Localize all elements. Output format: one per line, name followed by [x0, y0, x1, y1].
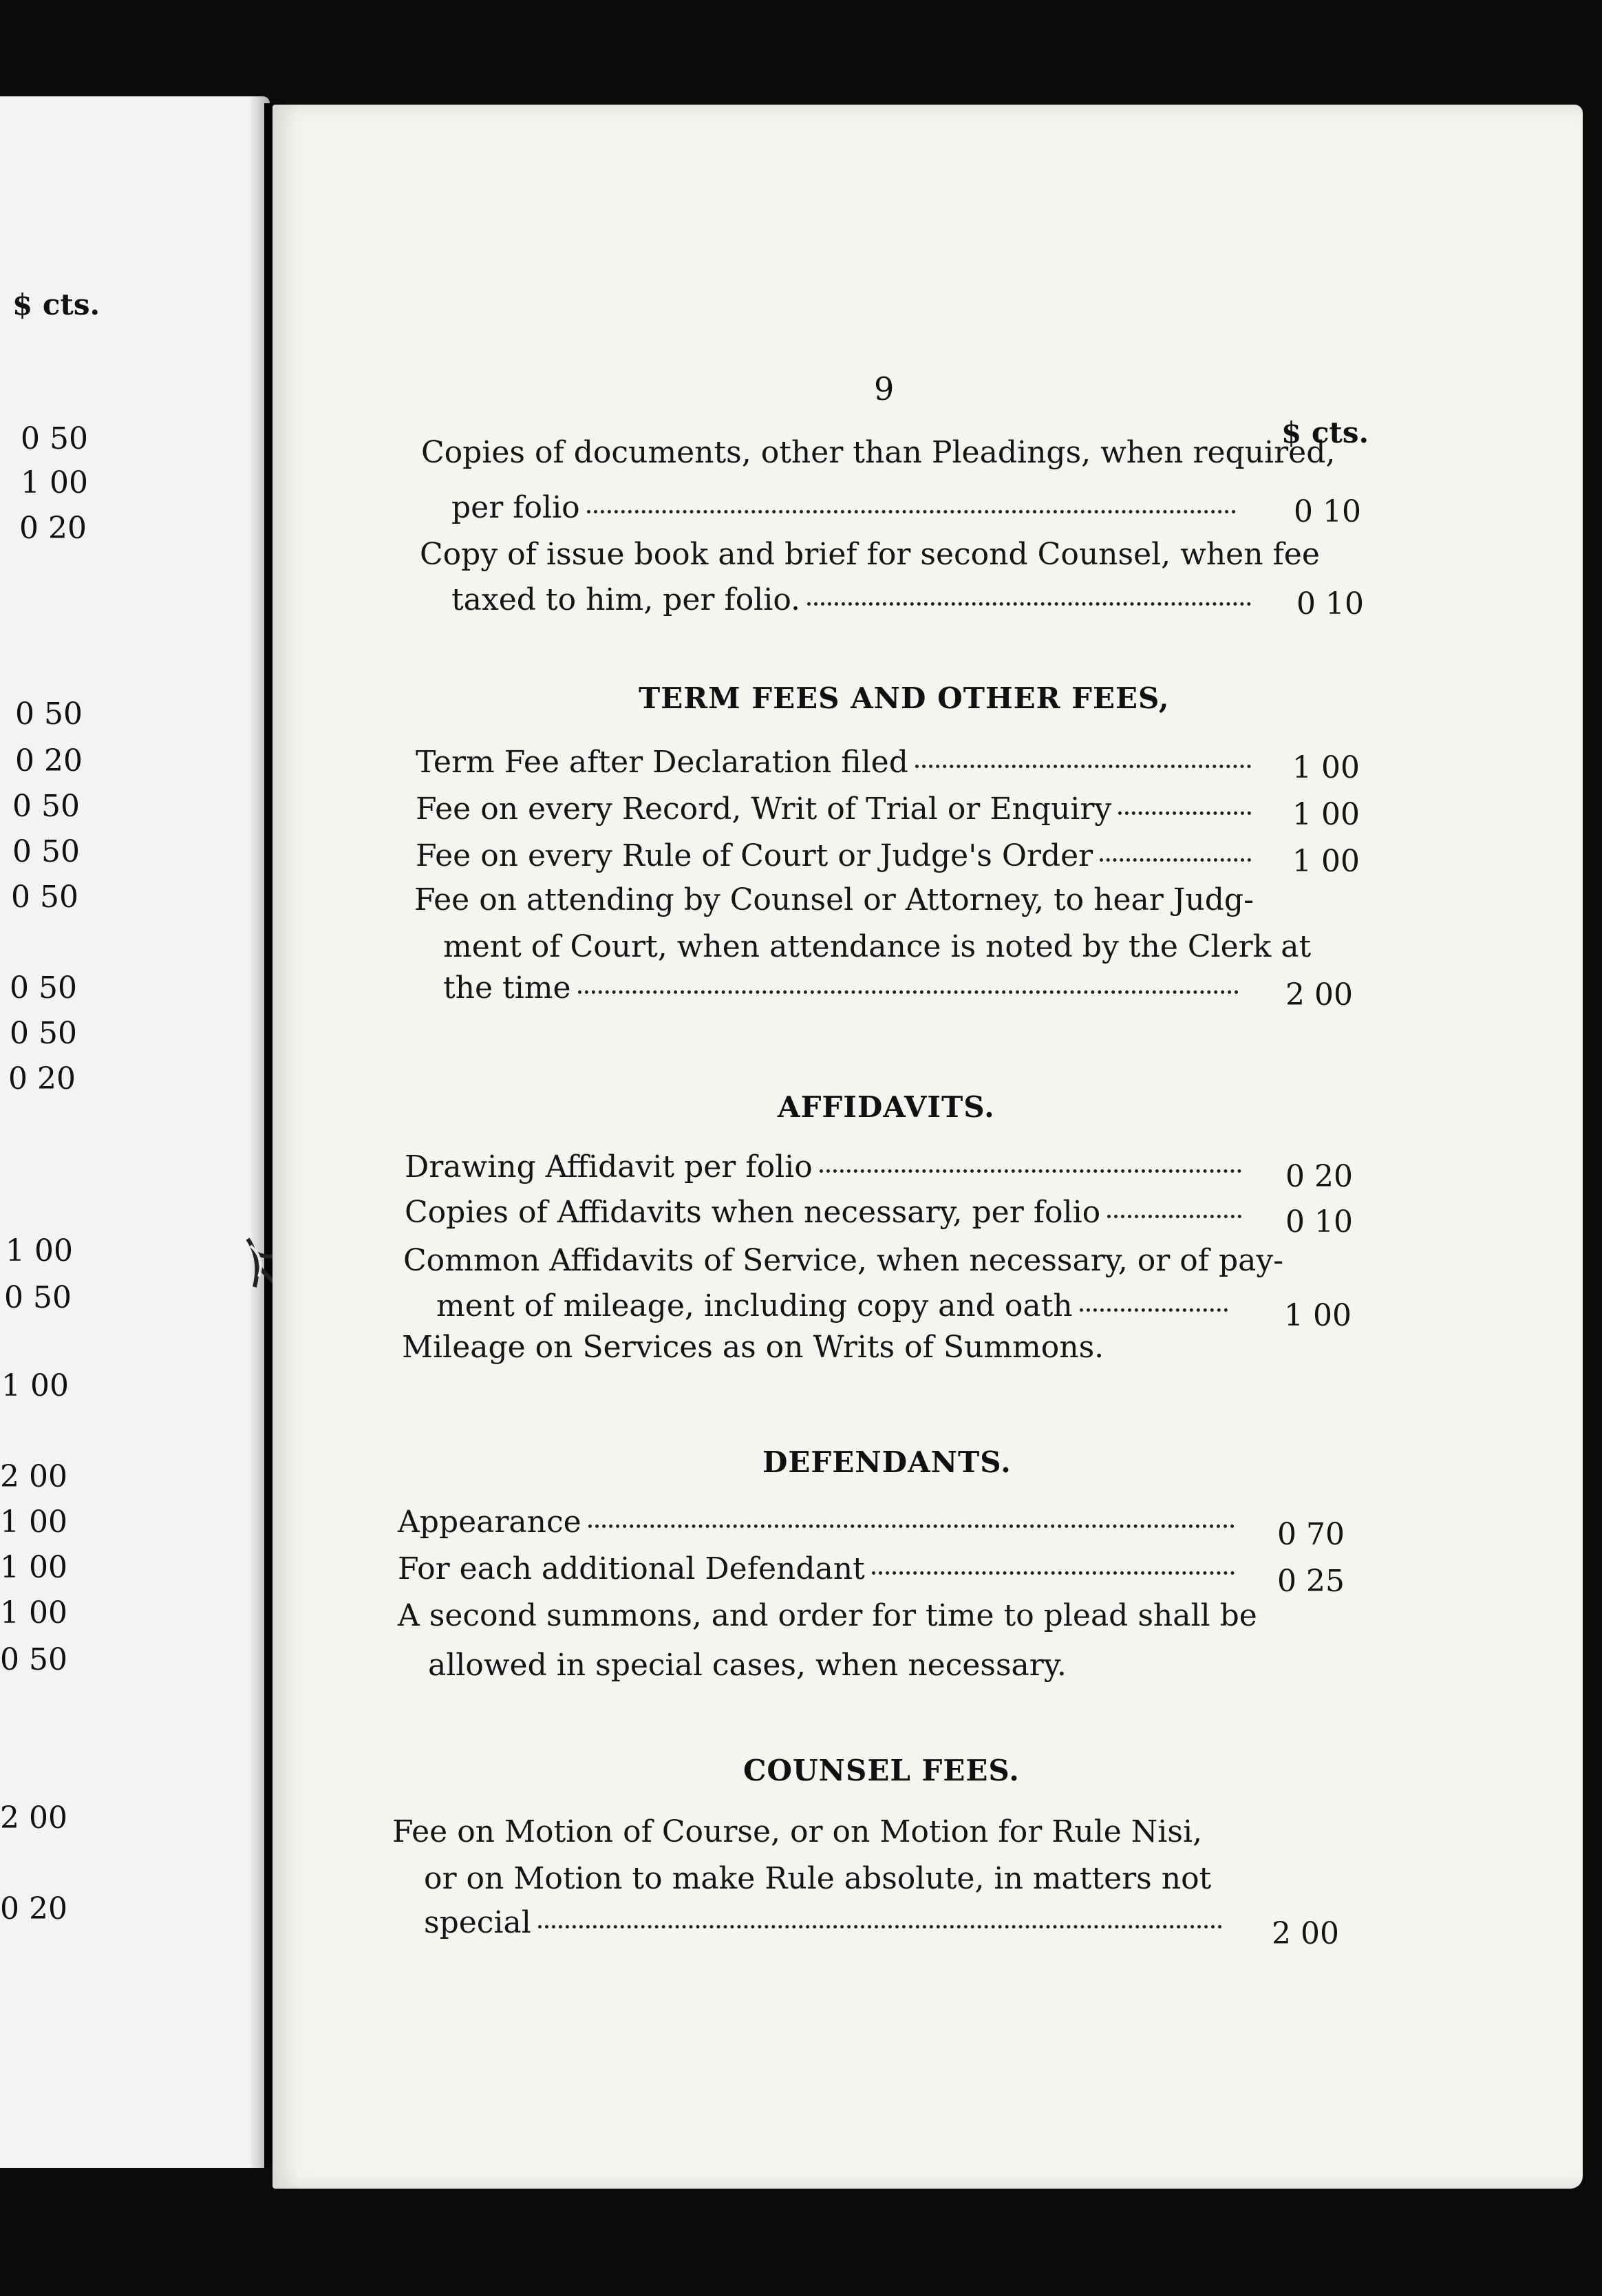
left-page-value: 1 00: [1, 1368, 69, 1403]
left-page-value: 1 00: [0, 1550, 67, 1585]
common-affidavits-line1: Common Affidavits of Service, when necessary, or of pay-: [403, 1243, 1284, 1278]
dot-leader: [872, 1571, 1235, 1575]
counsel-motion-amount: 2 00: [1272, 1916, 1339, 1951]
dot-leader: [915, 765, 1251, 768]
dot-leader: [538, 1925, 1222, 1928]
drawing-affidavit-amount: 0 20: [1285, 1159, 1353, 1194]
left-page-value: 0 50: [12, 789, 80, 824]
left-page-value: 1 00: [0, 1505, 67, 1540]
entry-issue-book-line2: taxed to him, per folio.: [451, 582, 1258, 621]
attending-fee-amount: 2 00: [1285, 977, 1353, 1012]
rule-of-court-fee-amount: 1 00: [1292, 844, 1360, 879]
counsel-motion-line1: Fee on Motion of Course, or on Motion for Rule Nisi,: [392, 1814, 1202, 1849]
record-fee-row: Fee on every Record, Writ of Trial or Enquiry: [416, 791, 1258, 830]
common-affidavits-amount: 1 00: [1284, 1298, 1352, 1333]
entry-copies-documents-amount: 0 10: [1294, 494, 1361, 529]
counsel-motion-line2: or on Motion to make Rule absolute, in matters not: [424, 1861, 1212, 1896]
left-page-value: 0 50: [11, 880, 78, 915]
entry-copies-documents-line2: per folio: [451, 490, 1243, 529]
dot-leader: [1100, 858, 1251, 862]
left-page-value: 1 00: [6, 1233, 73, 1268]
section-heading-counsel-fees: COUNSEL FEES.: [743, 1754, 1020, 1787]
left-page-value: 0 20: [15, 743, 83, 778]
additional-defendant-row: For each additional Defendant: [398, 1551, 1241, 1590]
left-page-value: 0 50: [15, 697, 83, 732]
counsel-motion-line3: special: [424, 1905, 1229, 1944]
section-heading-term-fees: TERM FEES AND OTHER FEES,: [639, 681, 1170, 715]
left-page-value: 0 50: [21, 421, 88, 456]
dot-leader: [807, 602, 1251, 606]
left-page-value: 0 50: [4, 1280, 72, 1315]
left-page-value: 2 00: [0, 1800, 67, 1836]
left-page-value: 0 50: [10, 970, 77, 1006]
left-page-value: 0 50: [12, 834, 80, 869]
left-page-value: 1 00: [21, 465, 88, 500]
rule-of-court-fee-row: Fee on every Rule of Court or Judge's Order: [416, 838, 1258, 877]
section-heading-defendants: DEFENDANTS.: [762, 1445, 1012, 1479]
left-page-value: 0 20: [19, 511, 87, 546]
dot-leader: [578, 990, 1239, 994]
dot-leader: [820, 1169, 1241, 1173]
dot-leader: [1107, 1215, 1241, 1218]
left-page: [0, 96, 270, 2168]
left-page-value: 0 20: [8, 1061, 76, 1096]
entry-copies-documents-line1: Copies of documents, other than Pleadings, when required,: [421, 435, 1336, 470]
copies-affidavits-row: Copies of Affidavits when necessary, per folio: [405, 1195, 1248, 1233]
mileage-note: Mileage on Services as on Writs of Summons.: [402, 1330, 1104, 1365]
copies-affidavits-amount: 0 10: [1285, 1204, 1353, 1240]
term-fee-amount: 1 00: [1292, 750, 1360, 785]
second-summons-line1: A second summons, and order for time to plead shall be: [398, 1598, 1257, 1633]
entry-issue-book-amount: 0 10: [1296, 586, 1364, 621]
left-page-value: 0 50: [0, 1642, 67, 1677]
attending-fee-line3: the time: [443, 970, 1246, 1009]
attending-fee-line1: Fee on attending by Counsel or Attorney, to hear Judg-: [414, 882, 1254, 917]
left-page-cents-header: $ cts.: [12, 288, 100, 321]
second-summons-line2: allowed in special cases, when necessary.: [428, 1648, 1067, 1683]
term-fee-row: Term Fee after Declaration filed: [416, 745, 1258, 783]
record-fee-amount: 1 00: [1292, 797, 1360, 832]
section-heading-affidavits: AFFIDAVITS.: [778, 1090, 995, 1124]
page-number: 9: [874, 370, 895, 407]
left-page-value: 2 00: [0, 1459, 67, 1494]
appearance-row: Appearance: [398, 1505, 1241, 1543]
left-page-value: 0 50: [10, 1016, 77, 1051]
left-page-value: 1 00: [0, 1595, 67, 1630]
cents-column-header: $ cts.: [1281, 416, 1369, 449]
dot-leader: [1080, 1308, 1228, 1312]
drawing-affidavit-row: Drawing Affidavit per folio: [405, 1149, 1248, 1188]
additional-defendant-amount: 0 25: [1277, 1564, 1345, 1599]
dot-leader: [587, 510, 1236, 513]
appearance-amount: 0 70: [1277, 1517, 1345, 1552]
attending-fee-line2: ment of Court, when attendance is noted by the Clerk at: [443, 929, 1312, 964]
dot-leader: [588, 1524, 1235, 1528]
entry-issue-book-line1: Copy of issue book and brief for second Counsel, when fee: [420, 537, 1320, 572]
left-page-value: 0 20: [0, 1891, 67, 1926]
common-affidavits-line2: ment of mileage, including copy and oath: [436, 1288, 1235, 1327]
dot-leader: [1118, 811, 1251, 815]
